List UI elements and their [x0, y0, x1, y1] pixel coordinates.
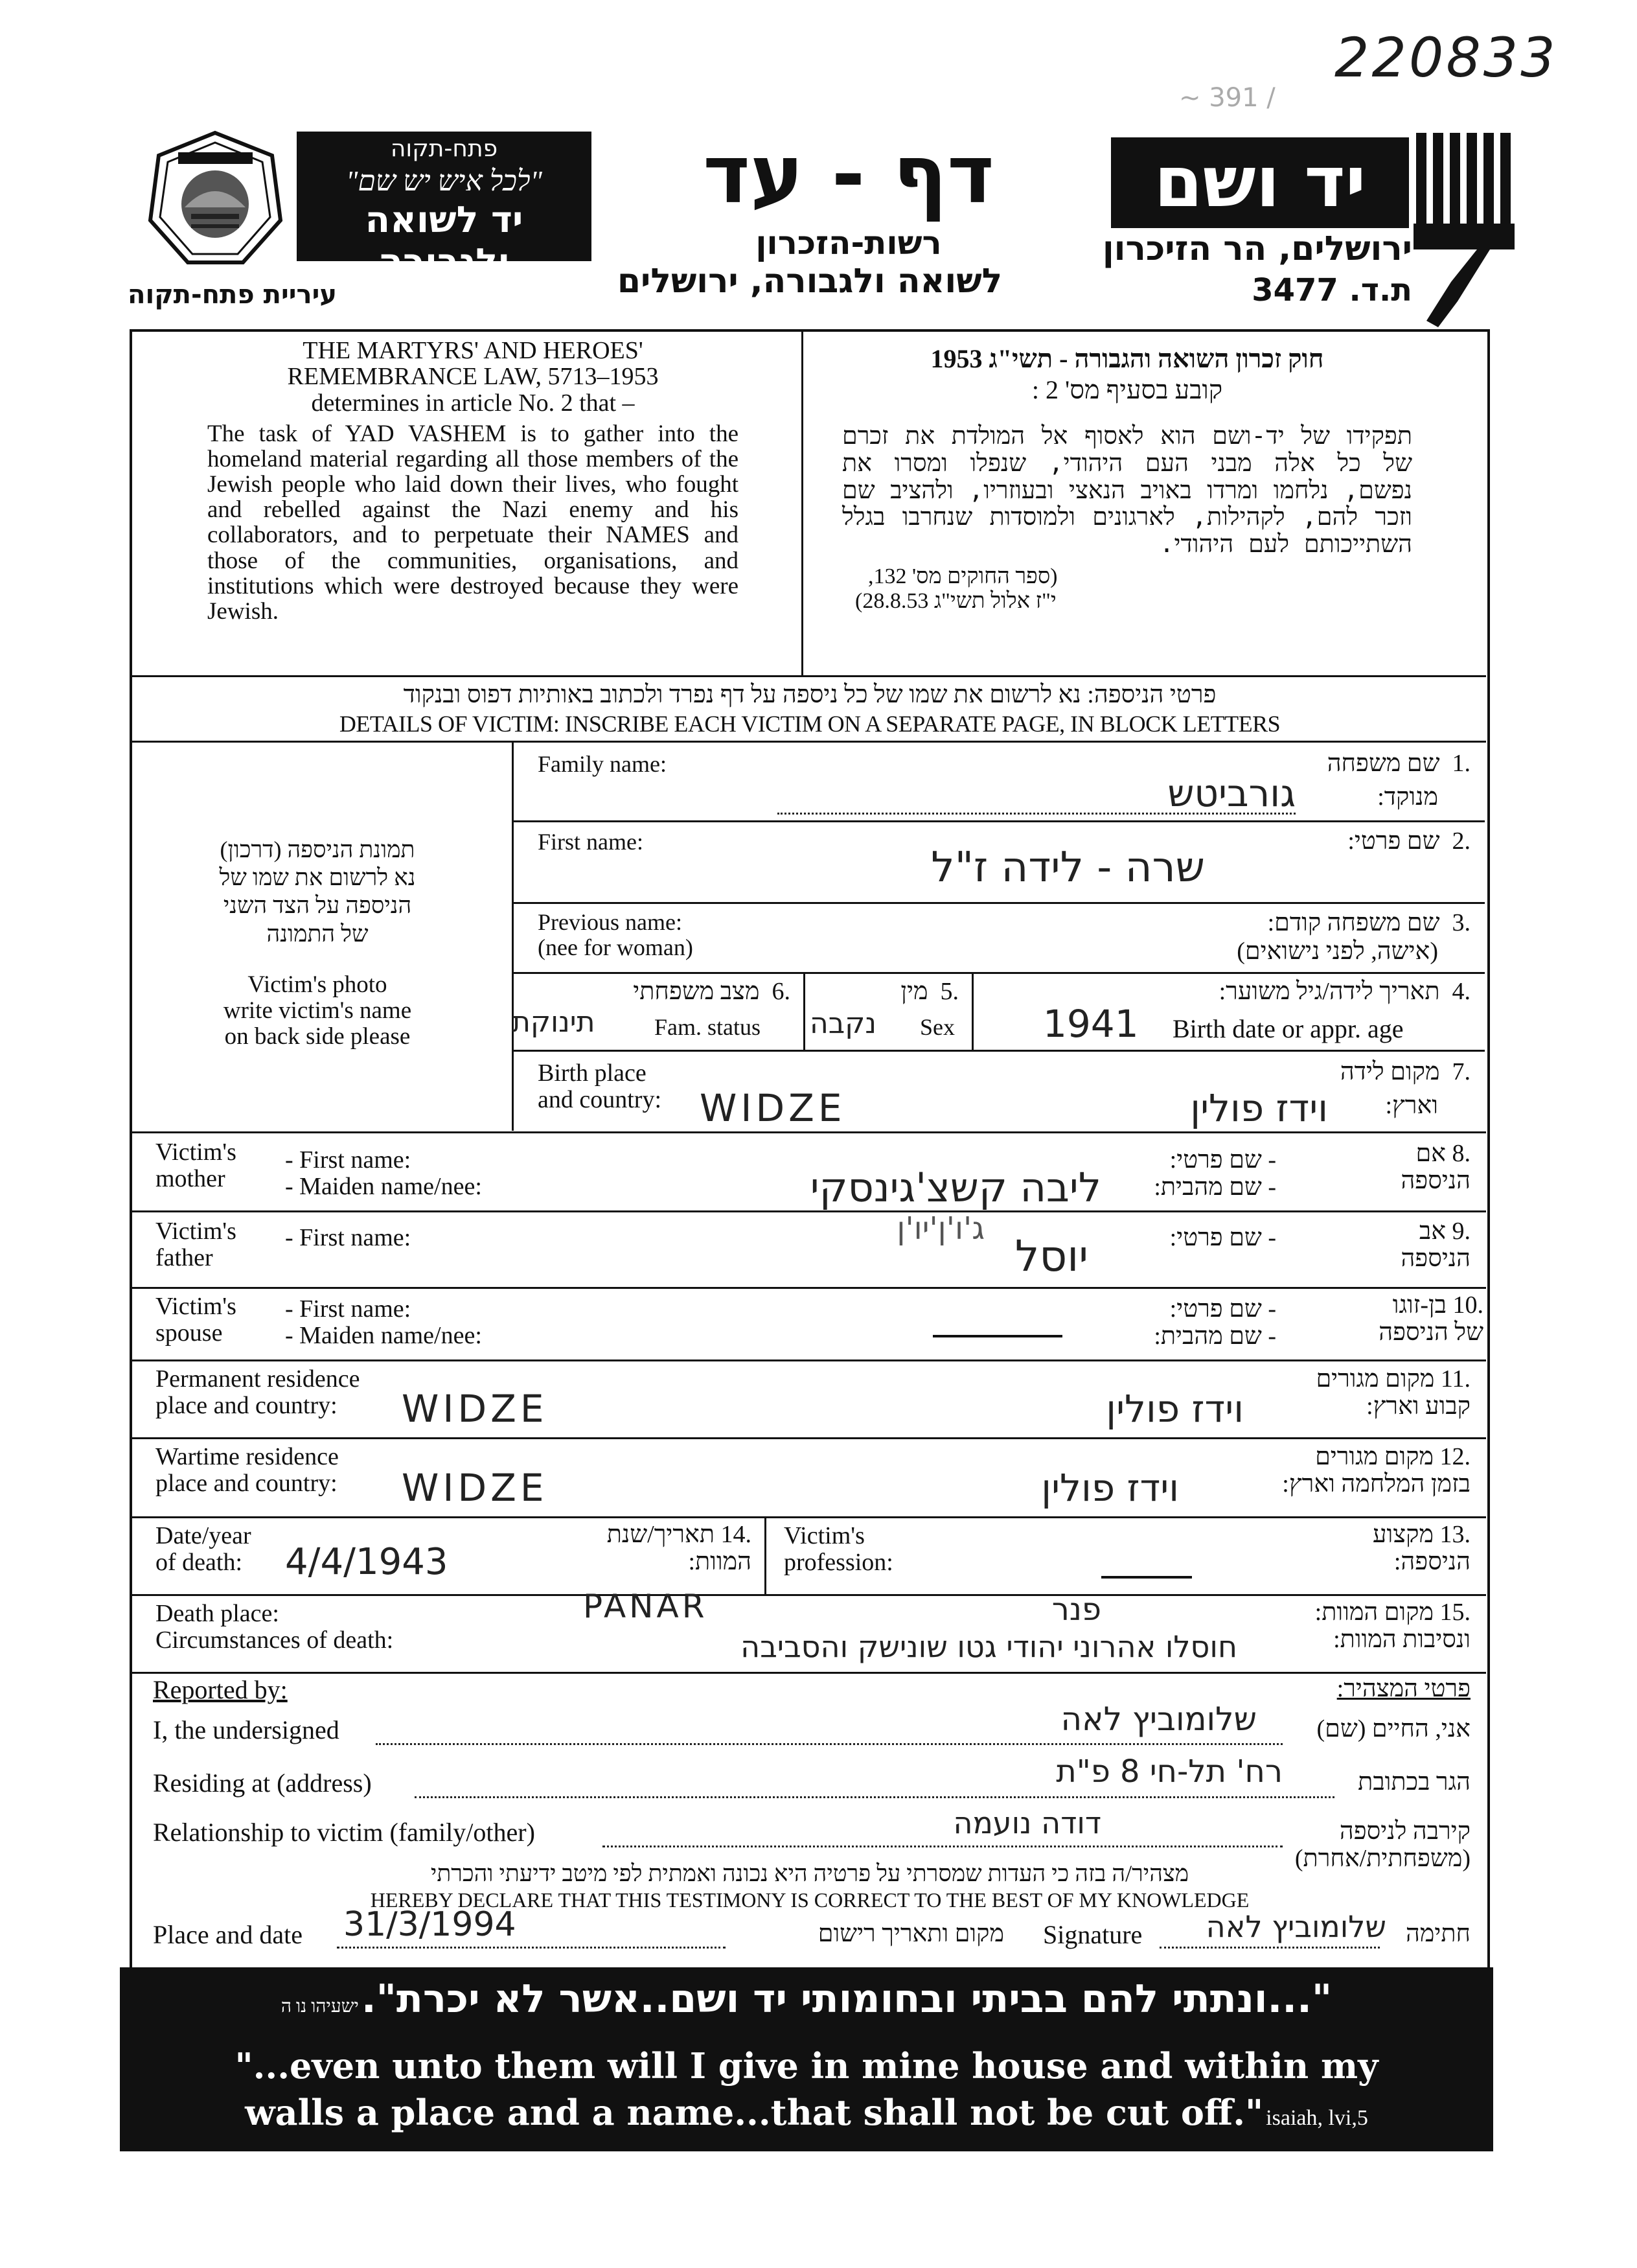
signature-line — [1160, 1947, 1380, 1949]
wartime-residence-value[interactable]: WIDZE — [402, 1466, 548, 1510]
residing-label-he: הגר בכתובת — [1358, 1768, 1471, 1796]
field-number: .14 — [720, 1521, 751, 1548]
row-line — [512, 902, 1485, 904]
spouse-sub-labels-he — [1101, 1296, 1276, 1350]
birth-date-label: Birth date or appr. age — [1173, 1014, 1404, 1043]
mother-sub-labels — [285, 1147, 482, 1200]
fam-status-label: Fam. status — [654, 1014, 761, 1040]
father-first-name-he: - שם פרטי: — [1169, 1224, 1276, 1251]
spouse-dash — [933, 1335, 1062, 1337]
wartime-residence-he: מקום מגורים — [1315, 1443, 1434, 1470]
field-number: .7 — [1452, 1058, 1471, 1085]
permanent-residence-he-2: קבוע וארץ: — [1366, 1392, 1471, 1420]
residing-label: Residing at (address) — [153, 1768, 372, 1798]
law-divider — [801, 330, 803, 677]
previous-name-en-1: Previous name: — [538, 909, 682, 935]
family-name-vocalized-label: מנוקד: — [1377, 783, 1438, 811]
photo-en-1: Victim's photo — [247, 971, 387, 998]
mother-first-name-label: - First name: — [285, 1146, 411, 1174]
header-line-2: לשואה ולגבורה, ירושלים — [617, 262, 1003, 301]
mother-sub-labels-he — [1101, 1147, 1276, 1201]
birth-place-en-1: Birth place — [538, 1059, 647, 1087]
footer-en-ref: isaiah, lvi,5 — [1266, 2106, 1368, 2130]
spouse-label-he — [1296, 1292, 1483, 1347]
previous-name-label — [538, 910, 693, 960]
petah-tikva-banner — [297, 132, 591, 283]
birth-place-en-2: and country: — [538, 1086, 662, 1114]
spouse-sub-labels — [285, 1296, 482, 1349]
field-number: .3 — [1452, 909, 1471, 936]
photo-column-divider — [512, 742, 514, 1131]
sex-value[interactable]: נקבה — [810, 1007, 877, 1040]
row-line — [512, 1050, 1485, 1052]
death-place-he-2: ונסיבות המוות: — [1333, 1625, 1471, 1653]
fam-status-value[interactable]: תינוקת — [512, 1006, 595, 1039]
profession-he-2: הניספה: — [1393, 1547, 1471, 1575]
previous-name-he: שם משפחה קודם: — [1267, 909, 1440, 936]
signature-value[interactable]: שלומוביץ לאה — [1206, 1909, 1386, 1944]
spouse-en-1: Victim's — [155, 1293, 236, 1320]
photo-he-3: הניספה על הצד השני — [223, 892, 412, 919]
mother-maiden-name-he: - שם מהבית: — [1154, 1173, 1276, 1201]
row-line-full — [131, 1360, 1486, 1361]
wartime-residence-label — [155, 1444, 339, 1497]
faint-mark: ~ 391 / — [1179, 83, 1276, 113]
sex-label: Sex — [920, 1014, 955, 1040]
permanent-residence-he: מקום מגורים — [1316, 1365, 1435, 1393]
profession-en-1: Victim's — [784, 1522, 865, 1549]
menorah-icon — [1412, 133, 1522, 330]
footer-quote-box — [120, 1967, 1493, 2151]
permanent-residence-value[interactable]: WIDZE — [402, 1387, 548, 1431]
mother-value[interactable]: ליבה קשצ'גינסקי — [810, 1164, 1101, 1211]
wartime-residence-label-he — [1166, 1444, 1471, 1498]
reporter-name-value[interactable]: שלומוביץ לאה — [1060, 1700, 1257, 1738]
birth-place-value[interactable]: WIDZE — [700, 1086, 846, 1130]
law-english — [207, 338, 738, 624]
birth-place-country-he: וארץ: — [1385, 1092, 1438, 1119]
field-number: .6 — [772, 978, 790, 1005]
death-circumstances-value[interactable]: חוסלו אהרוני יהודי גטו שונישק והסביבה — [740, 1629, 1237, 1664]
mother-en-2: mother — [155, 1165, 225, 1193]
row-line-full — [131, 1287, 1486, 1289]
declaration-he: מצהיר/ה בזה כי העדות שמסרתי על פרטיה היא נכונה ואמתית לפי מיטב ידיעתי והכרתי — [430, 1860, 1189, 1886]
wartime-residence-he-2: בזמן המלחמה וארץ: — [1282, 1470, 1471, 1498]
law-en-determines: determines in article No. 2 that – — [311, 389, 635, 417]
relationship-label: Relationship to victim (family/other) — [153, 1818, 535, 1847]
details-header-he: פרטי הניספה: נא לרשום את שמו של כל ניספה על דף נפרד ולכתוב באותיות דפוס ובנקוד — [403, 681, 1217, 708]
field-number: .2 — [1452, 827, 1471, 855]
death-place-value-he[interactable]: פנר — [1051, 1591, 1101, 1628]
death-date-he: תאריך/שנת — [606, 1521, 715, 1548]
photo-en-2: write victim's name — [223, 997, 412, 1024]
petah-tikva-emblem — [146, 130, 285, 269]
profession-he: מקצוע — [1373, 1521, 1434, 1548]
relationship-label-he: קירבה לניספה (משפחתית/אחרת) — [1294, 1818, 1471, 1872]
footer-en-line-2: walls a place and a name...that shall not be cut off." — [245, 2092, 1264, 2133]
row-line-full — [131, 1594, 1486, 1596]
photo-en-3: on back side please — [224, 1023, 411, 1050]
law-en-body: The task of YAD VASHEM is to gather into the homeland material regarding all those members of the Jewish people who laid down their lives, who fought and rebelled against the Nazi enemy and his collaborators, and to perpetuate their NAMES and those of the communities, organisations, and institutions which were destroyed because they were Jewish. — [207, 420, 738, 625]
row-line-full — [131, 1672, 1486, 1674]
first-name-he: שם פרטי: — [1347, 827, 1440, 855]
footer-he-ref: ישעיהו נו ה — [280, 1996, 359, 2017]
family-name-value[interactable]: גורביטש — [1167, 771, 1296, 815]
father-he: אב — [1419, 1218, 1446, 1245]
law-he-source-2: י"ז אלול תשי"ג 28.8.53) — [855, 588, 1057, 613]
profession-label — [784, 1523, 893, 1576]
row-line-full — [131, 1516, 1486, 1518]
footer-he-quote: "...ונתתי להם בביתי ובחומותי יד ושם..אשר לא יכרת". — [361, 1976, 1333, 2022]
undersigned-label-he: אני, החיים (שם) — [1316, 1715, 1471, 1742]
undersigned-label: I, the undersigned — [153, 1715, 339, 1744]
photo-instructions-en — [155, 972, 479, 1050]
death-place-label — [155, 1601, 393, 1654]
reported-by-label-he: פרטי המצהיר: — [1336, 1675, 1471, 1702]
law-en-title-2: REMEMBRANCE LAW, 5713–1953 — [287, 362, 659, 390]
death-date-en-2: of death: — [155, 1549, 243, 1577]
wartime-residence-en-1: Wartime residence — [155, 1443, 339, 1470]
death-place-he: מקום המוות: — [1314, 1599, 1434, 1626]
page-title: דף - עד — [703, 128, 994, 222]
field-number: .8 — [1452, 1140, 1471, 1167]
photo-he-1: תמונת הניספה (דרכון) — [220, 837, 415, 862]
permanent-residence-value-he[interactable]: וידז פולין — [1106, 1387, 1244, 1431]
father-he-2: הניספה — [1401, 1244, 1471, 1272]
profession-en-2: profession: — [784, 1549, 893, 1577]
banner-line-1: פתח-תקוה — [390, 135, 498, 162]
law-he-source-1: (ספר החוקים מס' 132, — [868, 564, 1058, 588]
wartime-residence-en-2: place and country: — [155, 1470, 338, 1498]
signature-label-he: חתימה — [1405, 1920, 1471, 1947]
death-date-divider — [764, 1516, 766, 1594]
field-number: .1 — [1452, 750, 1471, 777]
death-date-he-2: המוות: — [688, 1547, 751, 1575]
reporter-address-value[interactable]: רח' תל-חי 8 פ"ת — [1056, 1753, 1283, 1790]
mother-label — [155, 1139, 236, 1192]
field-number: .9 — [1452, 1218, 1471, 1245]
birth-place-he: מקום לידה — [1340, 1058, 1440, 1085]
details-header-line — [131, 741, 1486, 743]
profession-dash — [1101, 1576, 1192, 1579]
field-number: .12 — [1439, 1443, 1471, 1470]
family-name-he: שם משפחה — [1327, 750, 1440, 777]
mother-he: אם — [1415, 1140, 1446, 1167]
law-bottom-line — [131, 675, 1486, 677]
father-value-faint: ג'ו'ן'יו'ן — [897, 1210, 985, 1247]
sex-he: מין — [900, 978, 928, 1005]
field-number: .13 — [1439, 1521, 1471, 1548]
law-he-determines: קובע בסעיף מס' 2 : — [1031, 375, 1223, 404]
permanent-residence-en-2: place and country: — [155, 1392, 338, 1420]
photo-instructions-he — [149, 836, 486, 948]
row-line-full — [131, 1131, 1486, 1133]
footer-en-line-1: "...even unto them will I give in mine house and within my — [235, 2045, 1379, 2087]
spouse-en-2: spouse — [155, 1319, 223, 1347]
previous-name-note-he: (אישה, לפני נישואים) — [1237, 938, 1438, 965]
spouse-he-2: של הניספה — [1379, 1318, 1483, 1346]
signature-label: Signature — [1043, 1920, 1143, 1949]
sex-label-he — [816, 978, 959, 1006]
mother-he-2: הניספה — [1401, 1166, 1471, 1194]
permanent-residence-label-he — [1231, 1366, 1471, 1420]
place-date-label: Place and date — [153, 1920, 303, 1949]
row-line-full — [131, 1437, 1486, 1439]
place-date-label-he: מקום ותאריך רישום — [818, 1920, 1004, 1947]
death-place-en-2: Circumstances of death: — [155, 1626, 394, 1654]
death-place-en-1: Death place: — [155, 1600, 279, 1627]
death-date-value[interactable]: 4/4/1943 — [285, 1541, 448, 1583]
row4-divider-a — [803, 972, 805, 1050]
mother-first-name-he: - שם פרטי: — [1169, 1146, 1276, 1174]
previous-name-label-he — [1036, 910, 1471, 937]
previous-name-en-2: (nee for woman) — [538, 934, 693, 960]
mother-en-1: Victim's — [155, 1139, 236, 1166]
mother-label-he — [1296, 1140, 1471, 1195]
banner-line-2: "לכל איש יש שם" — [345, 165, 542, 197]
permanent-residence-label — [155, 1366, 360, 1419]
file-number: 220833 — [1334, 26, 1558, 89]
residing-line — [415, 1796, 1334, 1798]
father-en-1: Victim's — [155, 1218, 236, 1245]
law-en-title-1: THE MARTYRS' AND HEROES' — [303, 337, 643, 364]
row-line — [512, 820, 1485, 822]
yad-vashem-logo-text: יד ושם — [1154, 142, 1366, 223]
spouse-maiden-name-label: - Maiden name/nee: — [285, 1322, 482, 1350]
permanent-residence-en-1: Permanent residence — [155, 1365, 360, 1393]
father-value[interactable]: יוסל — [1014, 1231, 1088, 1281]
death-date-label — [155, 1523, 251, 1576]
place-date-value[interactable]: 31/3/1994 — [343, 1905, 516, 1944]
relationship-value[interactable]: דודה נועמה — [953, 1805, 1101, 1840]
mother-maiden-name-label: - Maiden name/nee: — [285, 1173, 482, 1201]
birth-place-label-he — [1166, 1059, 1471, 1086]
family-name-label: Family name: — [538, 751, 667, 777]
spouse-first-name-he: - שם פרטי: — [1169, 1295, 1276, 1323]
photo-he-2: נא לרשום את שמו של — [219, 864, 416, 891]
details-header-en: DETAILS OF VICTIM: INSCRIBE EACH VICTIM ON A SEPARATE PAGE, IN BLOCK LETTERS — [339, 711, 1281, 737]
field-number: .10 — [1452, 1291, 1483, 1319]
father-label — [155, 1218, 236, 1271]
banner-line-3: יד לשואה ולגבורה — [365, 199, 523, 283]
birth-date-value[interactable]: 1941 — [1043, 1002, 1139, 1046]
father-label-he — [1296, 1218, 1471, 1273]
reported-by-label: Reported by: — [153, 1675, 288, 1704]
birth-place-label — [538, 1060, 661, 1113]
row4-divider-b — [972, 972, 974, 1050]
first-name-label: First name: — [538, 829, 643, 855]
place-date-line — [337, 1947, 726, 1949]
wartime-residence-value-he[interactable]: וידז פולין — [1041, 1466, 1179, 1510]
field-number: .4 — [1452, 978, 1471, 1005]
death-date-en-1: Date/year — [155, 1522, 251, 1549]
yad-vashem-logo-box — [1111, 137, 1409, 228]
spouse-label — [155, 1293, 236, 1347]
birth-place-value-he[interactable]: וידז פולין — [1190, 1086, 1328, 1130]
header-line-1: רשות-הזכרון — [755, 224, 942, 262]
birth-date-he: תאריך לידה/גיל משוער: — [1219, 978, 1440, 1005]
spouse-maiden-name-he: - שם מהבית: — [1154, 1322, 1276, 1350]
fam-status-he: מצב משפחתי — [633, 978, 760, 1005]
spouse-he: בן-זוגו — [1392, 1291, 1447, 1319]
birth-date-label-he — [1101, 978, 1471, 1006]
field-number: .5 — [940, 978, 959, 1005]
law-he-body: תפקידו של יד-ושם הוא לאסוף אל המולדת את זכרם של כל אלה מבני העם היהודי, שנפלו ומסרו את נפשם, נלחמו ומרדו באויב הנאצי ובעוזריו, ולהציב שם וזכר להם, לקהילות, לארגונים ולמוסדות שנחרבו בגלל השתייכותם לעם היהודי. — [842, 421, 1412, 559]
death-place-label-he — [1231, 1599, 1471, 1654]
photo-he-4: של התמונה — [266, 920, 369, 947]
field-number: .11 — [1440, 1365, 1471, 1393]
death-place-value[interactable]: PANAR — [583, 1588, 708, 1625]
first-name-value[interactable]: שרה - לידה ז"ל — [931, 844, 1205, 892]
yad-vashem-po-box: ת.ד. 3477 — [1252, 272, 1412, 308]
declaration-en: HEREBY DECLARE THAT THIS TESTIMONY IS CORRECT TO THE BEST OF MY KNOWLEDGE — [370, 1888, 1250, 1912]
yad-vashem-address: ירושלים, הר הזיכרון — [1102, 229, 1412, 268]
law-hebrew — [842, 343, 1412, 614]
father-en-2: father — [155, 1244, 213, 1272]
row-line — [512, 972, 1485, 974]
spouse-first-name-label: - First name: — [285, 1295, 411, 1323]
petah-tikva-city-label: עיריית פתח-תקוה — [127, 280, 337, 310]
field-number: .15 — [1439, 1599, 1471, 1626]
profession-label-he — [1231, 1522, 1471, 1576]
undersigned-line — [376, 1743, 1283, 1745]
law-he-title: חוק זכרון השואה והגבורה - תשי"ג 1953 — [930, 344, 1324, 373]
father-first-name-label: - First name: — [285, 1224, 411, 1251]
death-date-label-he — [551, 1522, 751, 1576]
fam-status-label-he — [583, 978, 790, 1006]
